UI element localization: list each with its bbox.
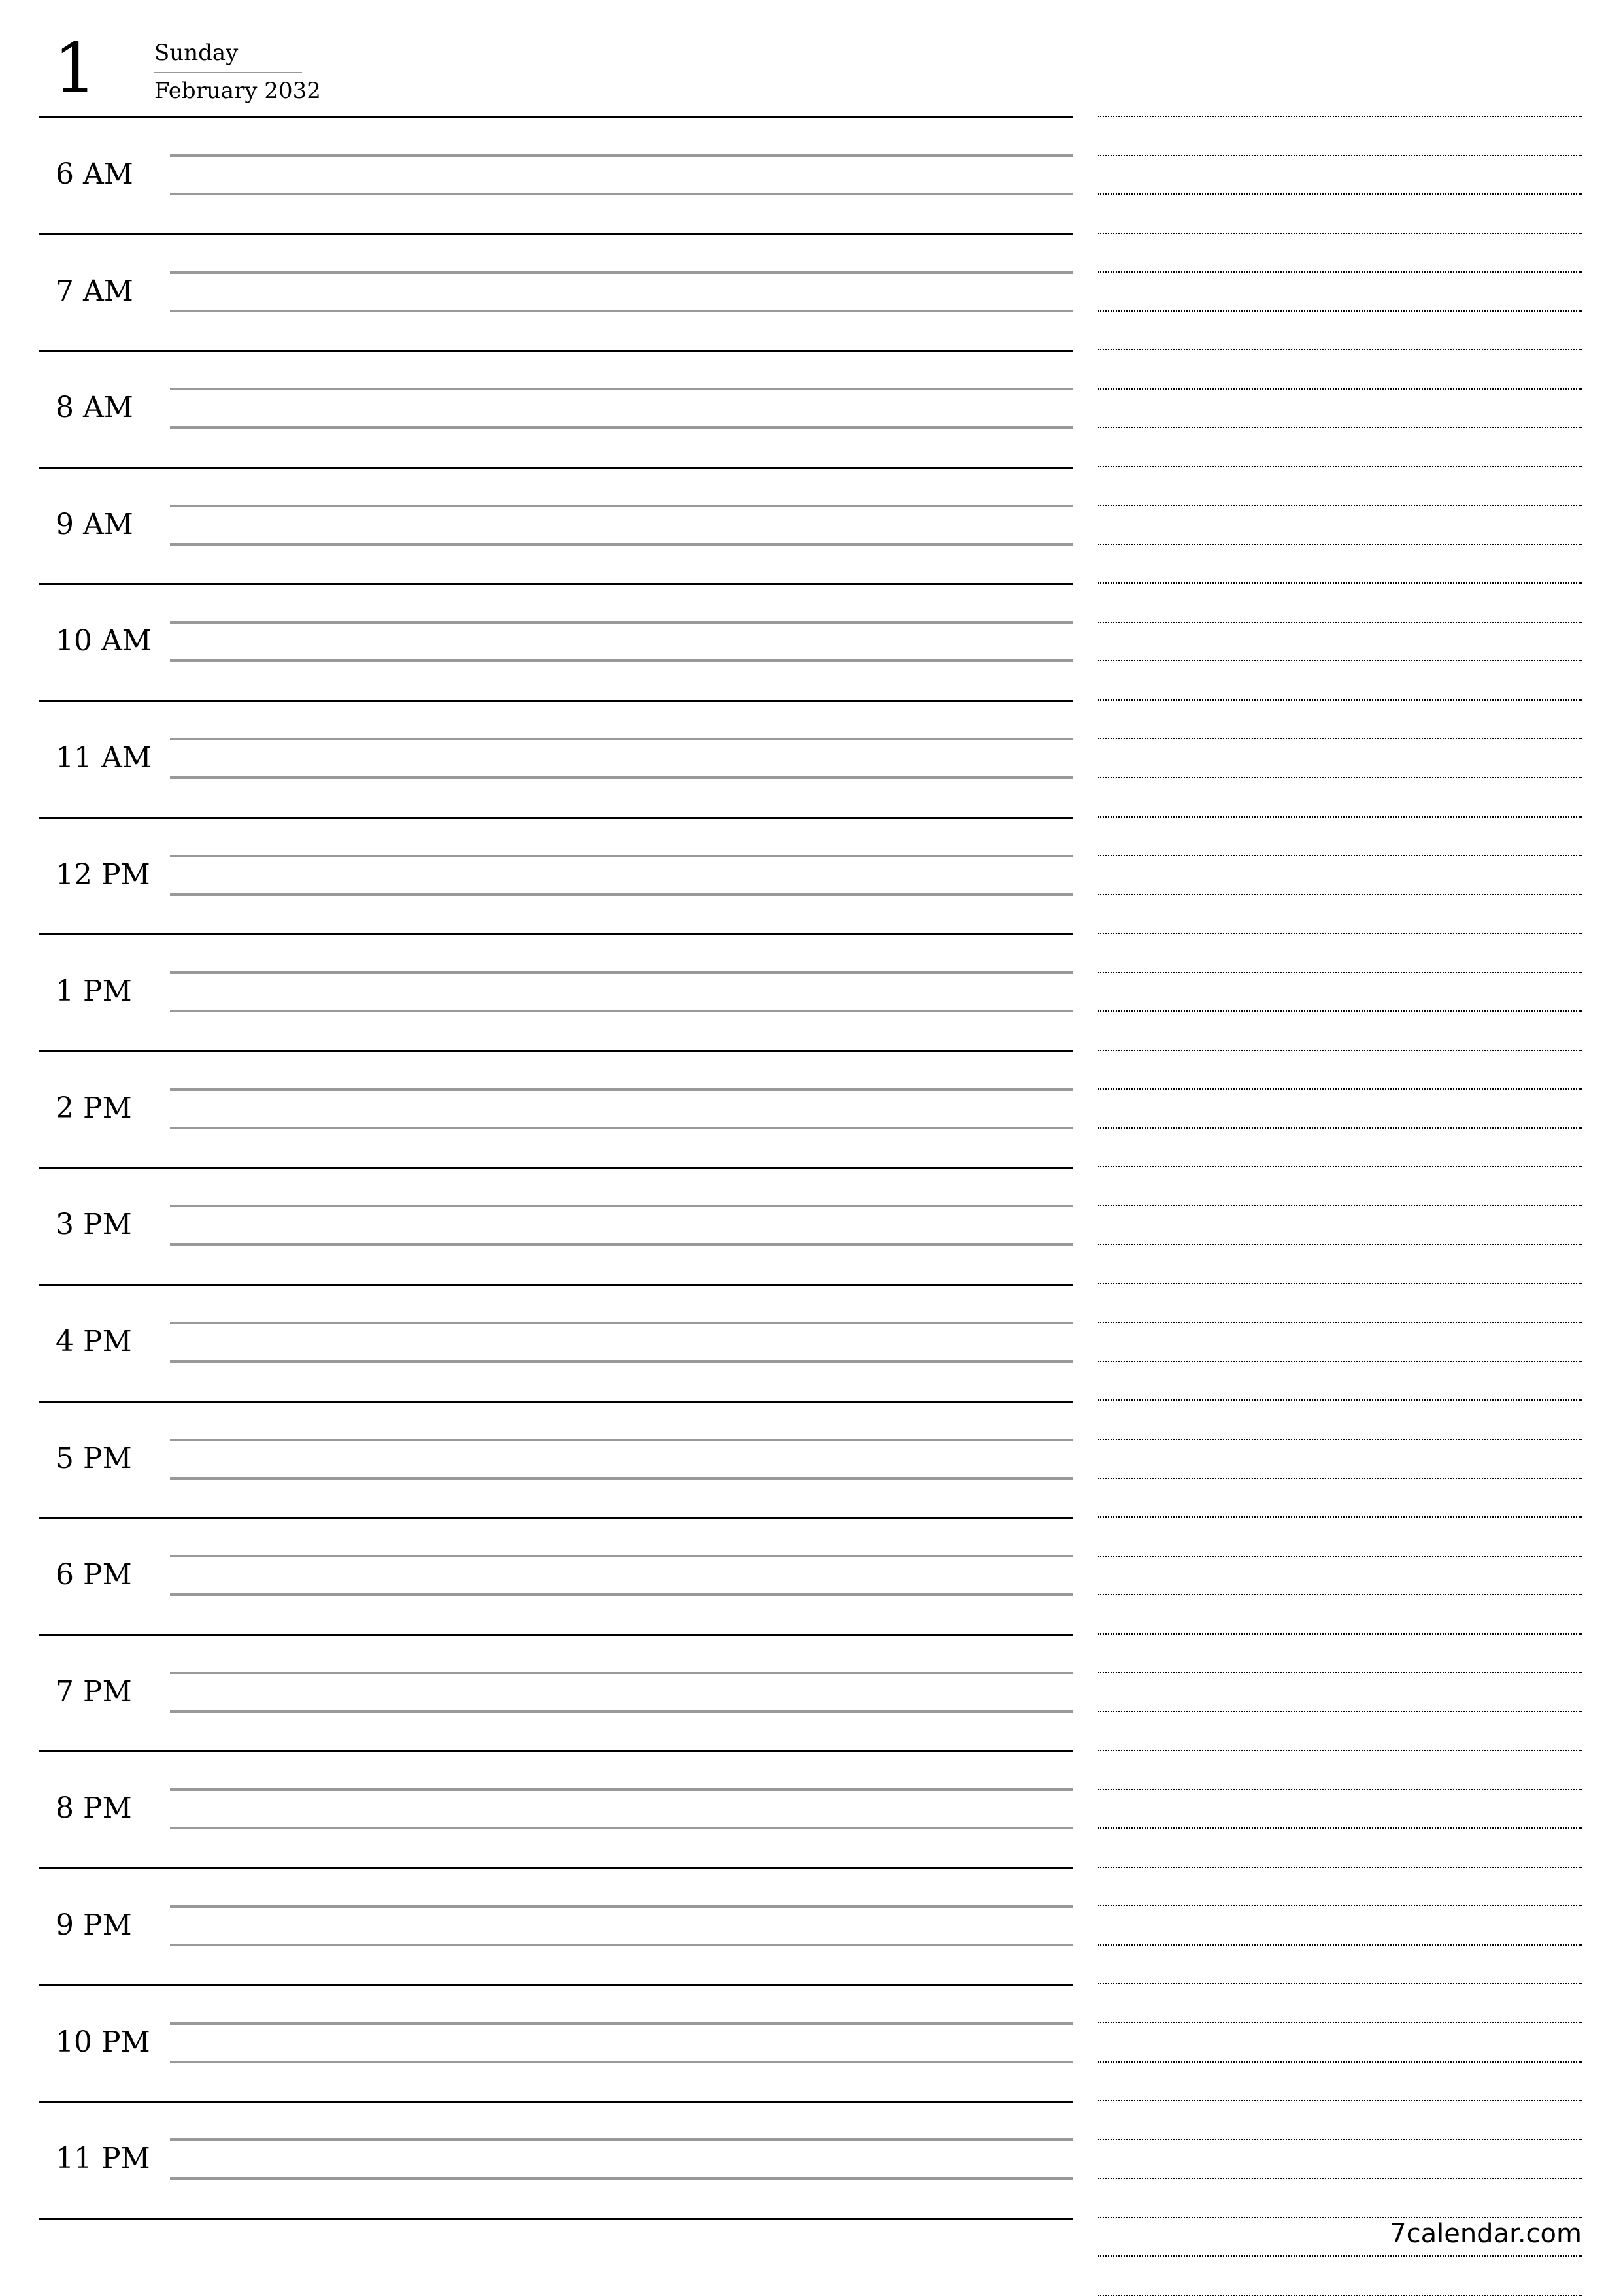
notes-line[interactable] (1098, 349, 1582, 350)
writing-line[interactable] (170, 1322, 1073, 1324)
hour-divider (39, 2218, 1073, 2220)
writing-line[interactable] (170, 855, 1073, 857)
hour-divider (39, 817, 1073, 819)
hour-label: 1 PM (56, 974, 132, 1008)
notes-line[interactable] (1098, 388, 1582, 390)
hour-divider (39, 1284, 1073, 1286)
notes-line[interactable] (1098, 2255, 1582, 2257)
writing-line[interactable] (170, 154, 1073, 157)
writing-line[interactable] (170, 1477, 1073, 1480)
notes-line[interactable] (1098, 1867, 1582, 1868)
notes-line[interactable] (1098, 1983, 1582, 1984)
hour-divider (39, 1634, 1073, 1636)
hour-divider (39, 583, 1073, 585)
hour-label: 8 AM (56, 391, 133, 424)
writing-line[interactable] (170, 1360, 1073, 1363)
writing-line[interactable] (170, 1555, 1073, 1557)
hour-divider (39, 1517, 1073, 1519)
hour-divider (39, 1984, 1073, 1986)
notes-line[interactable] (1098, 582, 1582, 584)
writing-line[interactable] (170, 1205, 1073, 1207)
hour-label: 5 PM (56, 1442, 132, 1475)
writing-line[interactable] (170, 1127, 1073, 1129)
hour-label: 11 PM (56, 2142, 150, 2175)
notes-line[interactable] (1098, 972, 1582, 973)
writing-line[interactable] (170, 1243, 1073, 1246)
hour-label: 2 PM (56, 1091, 132, 1125)
notes-line[interactable] (1098, 1361, 1582, 1362)
hour-divider (39, 1750, 1073, 1752)
hour-label: 12 PM (56, 858, 150, 891)
hour-divider (39, 1401, 1073, 1403)
notes-line[interactable] (1098, 1127, 1582, 1129)
notes-line[interactable] (1098, 193, 1582, 195)
notes-line[interactable] (1098, 2139, 1582, 2140)
notes-line[interactable] (1098, 1594, 1582, 1595)
writing-line[interactable] (170, 971, 1073, 974)
hour-label: 10 PM (56, 2025, 150, 2059)
notes-line[interactable] (1098, 1166, 1582, 1167)
notes-line[interactable] (1098, 1516, 1582, 1518)
notes-line[interactable] (1098, 1556, 1582, 1557)
notes-line[interactable] (1098, 622, 1582, 623)
writing-line[interactable] (170, 2138, 1073, 2141)
writing-line[interactable] (170, 1010, 1073, 1012)
notes-line[interactable] (1098, 505, 1582, 506)
hour-divider (39, 2101, 1073, 2103)
notes-line[interactable] (1098, 1789, 1582, 1790)
writing-line[interactable] (170, 1439, 1073, 1441)
day-number: 1 (54, 28, 97, 108)
notes-line[interactable] (1098, 1827, 1582, 1829)
notes-line[interactable] (1098, 1322, 1582, 1323)
footer-site-link[interactable]: 7calendar.com (1390, 2219, 1582, 2249)
writing-line[interactable] (170, 271, 1073, 274)
notes-line[interactable] (1098, 427, 1582, 428)
hour-label: 11 AM (56, 741, 152, 774)
writing-line[interactable] (170, 776, 1073, 779)
notes-line[interactable] (1098, 1244, 1582, 1245)
writing-line[interactable] (170, 505, 1073, 507)
notes-line[interactable] (1098, 233, 1582, 234)
writing-line[interactable] (170, 1710, 1073, 1713)
notes-line[interactable] (1098, 2061, 1582, 2063)
writing-line[interactable] (170, 543, 1073, 546)
writing-line[interactable] (170, 310, 1073, 312)
notes-line[interactable] (1098, 1905, 1582, 1906)
writing-line[interactable] (170, 193, 1073, 195)
notes-line[interactable] (1098, 738, 1582, 739)
writing-line[interactable] (170, 1827, 1073, 1829)
writing-line[interactable] (170, 2177, 1073, 2180)
writing-line[interactable] (170, 426, 1073, 429)
hour-label: 7 PM (56, 1675, 132, 1708)
notes-line[interactable] (1098, 2100, 1582, 2101)
notes-line[interactable] (1098, 699, 1582, 701)
notes-line[interactable] (1098, 1750, 1582, 1751)
notes-line[interactable] (1098, 310, 1582, 312)
hour-label: 3 PM (56, 1208, 132, 1241)
notes-line[interactable] (1098, 933, 1582, 934)
writing-line[interactable] (170, 738, 1073, 740)
hour-label: 9 PM (56, 1908, 132, 1942)
notes-line[interactable] (1098, 1478, 1582, 1479)
hour-label: 6 AM (56, 158, 133, 191)
writing-line[interactable] (170, 621, 1073, 624)
hour-label: 10 AM (56, 624, 152, 657)
notes-line[interactable] (1098, 155, 1582, 156)
hour-divider (39, 116, 1073, 118)
hour-divider (39, 1167, 1073, 1169)
writing-line[interactable] (170, 1088, 1073, 1091)
notes-line[interactable] (1098, 1672, 1582, 1673)
writing-line[interactable] (170, 1672, 1073, 1674)
notes-line[interactable] (1098, 1399, 1582, 1401)
notes-line[interactable] (1098, 1283, 1582, 1284)
notes-line[interactable] (1098, 1439, 1582, 1440)
weekday-label: Sunday (154, 40, 239, 66)
notes-line[interactable] (1098, 1205, 1582, 1206)
notes-line[interactable] (1098, 660, 1582, 661)
notes-line[interactable] (1098, 1944, 1582, 1946)
notes-line[interactable] (1098, 2178, 1582, 2179)
writing-line[interactable] (170, 1788, 1073, 1791)
notes-line[interactable] (1098, 855, 1582, 856)
notes-line[interactable] (1098, 1711, 1582, 1712)
notes-line[interactable] (1098, 2217, 1582, 2218)
hour-label: 8 PM (56, 1791, 132, 1825)
notes-line[interactable] (1098, 2022, 1582, 2023)
notes-line[interactable] (1098, 1088, 1582, 1090)
hour-label: 4 PM (56, 1325, 132, 1358)
hour-divider (39, 233, 1073, 235)
hour-label: 7 AM (56, 275, 133, 308)
writing-line[interactable] (170, 388, 1073, 390)
hour-divider (39, 933, 1073, 935)
hour-divider (39, 1867, 1073, 1869)
writing-line[interactable] (170, 1593, 1073, 1596)
notes-line[interactable] (1098, 1050, 1582, 1051)
hour-label: 9 AM (56, 508, 133, 541)
hour-divider (39, 1050, 1073, 1052)
month-year-label: February 2032 (154, 78, 321, 104)
notes-line[interactable] (1098, 271, 1582, 273)
writing-line[interactable] (170, 2061, 1073, 2063)
hour-divider (39, 700, 1073, 702)
writing-line[interactable] (170, 659, 1073, 662)
notes-line[interactable] (1098, 544, 1582, 545)
writing-line[interactable] (170, 2022, 1073, 2025)
writing-line[interactable] (170, 1944, 1073, 1946)
notes-line[interactable] (1098, 466, 1582, 467)
hour-label: 6 PM (56, 1558, 132, 1591)
notes-line[interactable] (1098, 116, 1582, 117)
hour-divider (39, 350, 1073, 352)
notes-column (1098, 0, 1582, 2293)
hour-divider (39, 467, 1073, 469)
notes-line[interactable] (1098, 816, 1582, 818)
writing-line[interactable] (170, 1905, 1073, 1908)
notes-line[interactable] (1098, 894, 1582, 895)
writing-line[interactable] (170, 893, 1073, 896)
notes-line[interactable] (1098, 1633, 1582, 1635)
notes-line[interactable] (1098, 777, 1582, 778)
notes-line[interactable] (1098, 1010, 1582, 1012)
